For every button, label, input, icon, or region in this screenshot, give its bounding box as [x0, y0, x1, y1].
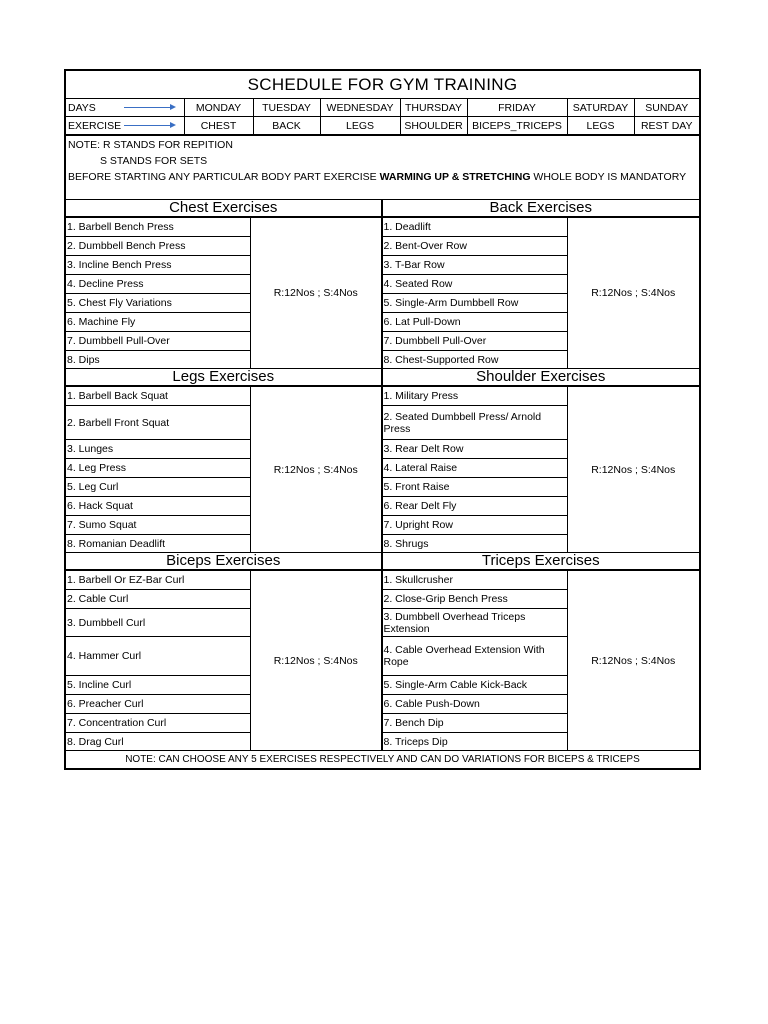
day-cell: FRIDAY [467, 99, 567, 117]
exercise-cell: BICEPS_TRICEPS [467, 117, 567, 135]
note-line [68, 169, 697, 185]
list-item: 2. Cable Curl [66, 590, 250, 609]
triceps-panel [383, 553, 700, 750]
note-text: BEFORE STARTING ANY PARTICULAR BODY PART EXERCISE [68, 171, 380, 183]
list-item: 8. Chest-Supported Row [383, 353, 499, 366]
list-item: 4. Leg Press [66, 459, 250, 478]
list-item: 3. Lunges [66, 440, 250, 459]
list-item: 5. Single-Arm Dumbbell Row [383, 294, 567, 313]
section-title: Triceps Exercises [383, 553, 700, 571]
weekly-schedule-table [66, 99, 699, 135]
gym-schedule-sheet [64, 69, 701, 770]
shoulder-panel [383, 369, 700, 552]
list-item: 7. Upright Row [383, 516, 567, 535]
section-title: Back Exercises [383, 200, 700, 218]
reps-sets: R:12Nos ; S:4Nos [273, 654, 358, 667]
biceps-triceps-section [66, 552, 699, 750]
day-cell: SATURDAY [567, 99, 634, 117]
list-item: 4. Lateral Raise [383, 459, 567, 478]
list-item: 7. Sumo Squat [66, 516, 250, 535]
list-item: 1. Military Press [383, 387, 567, 406]
note-text: WHOLE BODY IS MANDATORY [530, 171, 687, 183]
list-item: 5. Chest Fly Variations [66, 294, 250, 313]
reps-sets: R:12Nos ; S:4Nos [591, 463, 676, 476]
list-item: 7. Concentration Curl [66, 714, 250, 733]
list-item: 3. Incline Bench Press [66, 256, 250, 275]
exercise-cell: LEGS [567, 117, 634, 135]
list-item: 6. Preacher Curl [66, 695, 250, 714]
days-row [66, 99, 699, 117]
day-cell: TUESDAY [253, 99, 320, 117]
list-item: 7. Bench Dip [383, 714, 567, 733]
legs-shoulder-section [66, 368, 699, 552]
notes-block [66, 135, 699, 199]
list-item: 8. Drag Curl [67, 735, 124, 748]
exercise-list [383, 218, 568, 368]
list-item: 3. T-Bar Row [383, 256, 567, 275]
note-line: NOTE: R STANDS FOR REPITION [68, 139, 233, 151]
list-item: 3. Dumbbell Overhead Triceps Extension [383, 609, 567, 637]
back-panel [383, 200, 700, 368]
note-line: S STANDS FOR SETS [100, 155, 208, 167]
list-item: 1. Deadlift [383, 218, 567, 237]
section-title: Shoulder Exercises [383, 369, 700, 387]
biceps-panel [66, 553, 383, 750]
list-item: 5. Incline Curl [66, 676, 250, 695]
days-row-header [66, 99, 184, 117]
exercise-row [66, 117, 699, 135]
footer-note: NOTE: CAN CHOOSE ANY 5 EXERCISES RESPECTIVELY AND CAN DO VARIATIONS FOR BICEPS & TRICEPS [66, 750, 699, 768]
legs-panel [66, 369, 383, 552]
day-cell: THURSDAY [400, 99, 467, 117]
days-label: DAYS [68, 101, 96, 114]
exercise-cell: BACK [253, 117, 320, 135]
list-item: 4. Seated Row [383, 275, 567, 294]
day-cell: WEDNESDAY [320, 99, 400, 117]
day-cell: SUNDAY [634, 99, 699, 117]
exercise-list [66, 218, 251, 368]
list-item: 7. Dumbbell Pull-Over [66, 332, 250, 351]
list-item: 4. Cable Overhead Extension With Rope [383, 637, 567, 676]
list-item: 2. Barbell Front Squat [66, 406, 250, 440]
day-cell: MONDAY [184, 99, 253, 117]
exercise-row-header [66, 117, 184, 135]
reps-sets: R:12Nos ; S:4Nos [591, 287, 676, 299]
section-title: Biceps Exercises [66, 553, 381, 571]
exercise-list [66, 387, 251, 552]
arrow-right-icon [124, 125, 174, 126]
list-item: 4. Decline Press [66, 275, 250, 294]
list-item: 1. Skullcrusher [383, 571, 567, 590]
exercise-list [383, 387, 568, 552]
exercise-cell: LEGS [320, 117, 400, 135]
list-item: 5. Front Raise [383, 478, 567, 497]
list-item: 2. Dumbbell Bench Press [66, 237, 250, 256]
list-item: 8. Shrugs [383, 537, 429, 550]
page-title: SCHEDULE FOR GYM TRAINING [66, 71, 699, 99]
reps-sets: R:12Nos ; S:4Nos [273, 287, 358, 299]
list-item: 3. Dumbbell Curl [66, 609, 250, 637]
list-item: 6. Hack Squat [66, 497, 250, 516]
exercise-label: EXERCISE [68, 119, 122, 132]
list-item: 6. Rear Delt Fly [383, 497, 567, 516]
list-item: 1. Barbell Bench Press [66, 218, 250, 237]
exercise-list [383, 571, 568, 750]
chest-back-section [66, 199, 699, 368]
note-emphasis: WARMING UP & STRETCHING [379, 171, 531, 183]
list-item: 1. Barbell Back Squat [66, 387, 250, 406]
list-item: 6. Machine Fly [66, 313, 250, 332]
reps-sets: R:12Nos ; S:4Nos [591, 654, 676, 667]
arrow-right-icon [124, 107, 174, 108]
list-item: 8. Dips [67, 353, 100, 366]
exercise-cell: REST DAY [634, 117, 699, 135]
chest-panel [66, 200, 383, 368]
section-title: Legs Exercises [66, 369, 381, 387]
reps-sets: R:12Nos ; S:4Nos [273, 463, 358, 476]
list-item: 2. Close-Grip Bench Press [383, 590, 567, 609]
list-item: 2. Bent-Over Row [383, 237, 567, 256]
list-item: 6. Lat Pull-Down [383, 313, 567, 332]
list-item: 3. Rear Delt Row [383, 440, 567, 459]
exercise-cell: SHOULDER [400, 117, 467, 135]
list-item: 5. Single-Arm Cable Kick-Back [383, 676, 567, 695]
list-item: 4. Hammer Curl [66, 637, 250, 676]
exercise-cell: CHEST [184, 117, 253, 135]
list-item: 8. Triceps Dip [383, 735, 448, 748]
list-item: 5. Leg Curl [66, 478, 250, 497]
list-item: 7. Dumbbell Pull-Over [383, 332, 567, 351]
list-item: 1. Barbell Or EZ-Bar Curl [66, 571, 250, 590]
exercise-list [66, 571, 251, 750]
list-item: 6. Cable Push-Down [383, 695, 567, 714]
list-item: 2. Seated Dumbbell Press/ Arnold Press [383, 406, 567, 440]
section-title: Chest Exercises [66, 200, 381, 218]
list-item: 8. Romanian Deadlift [67, 537, 166, 550]
